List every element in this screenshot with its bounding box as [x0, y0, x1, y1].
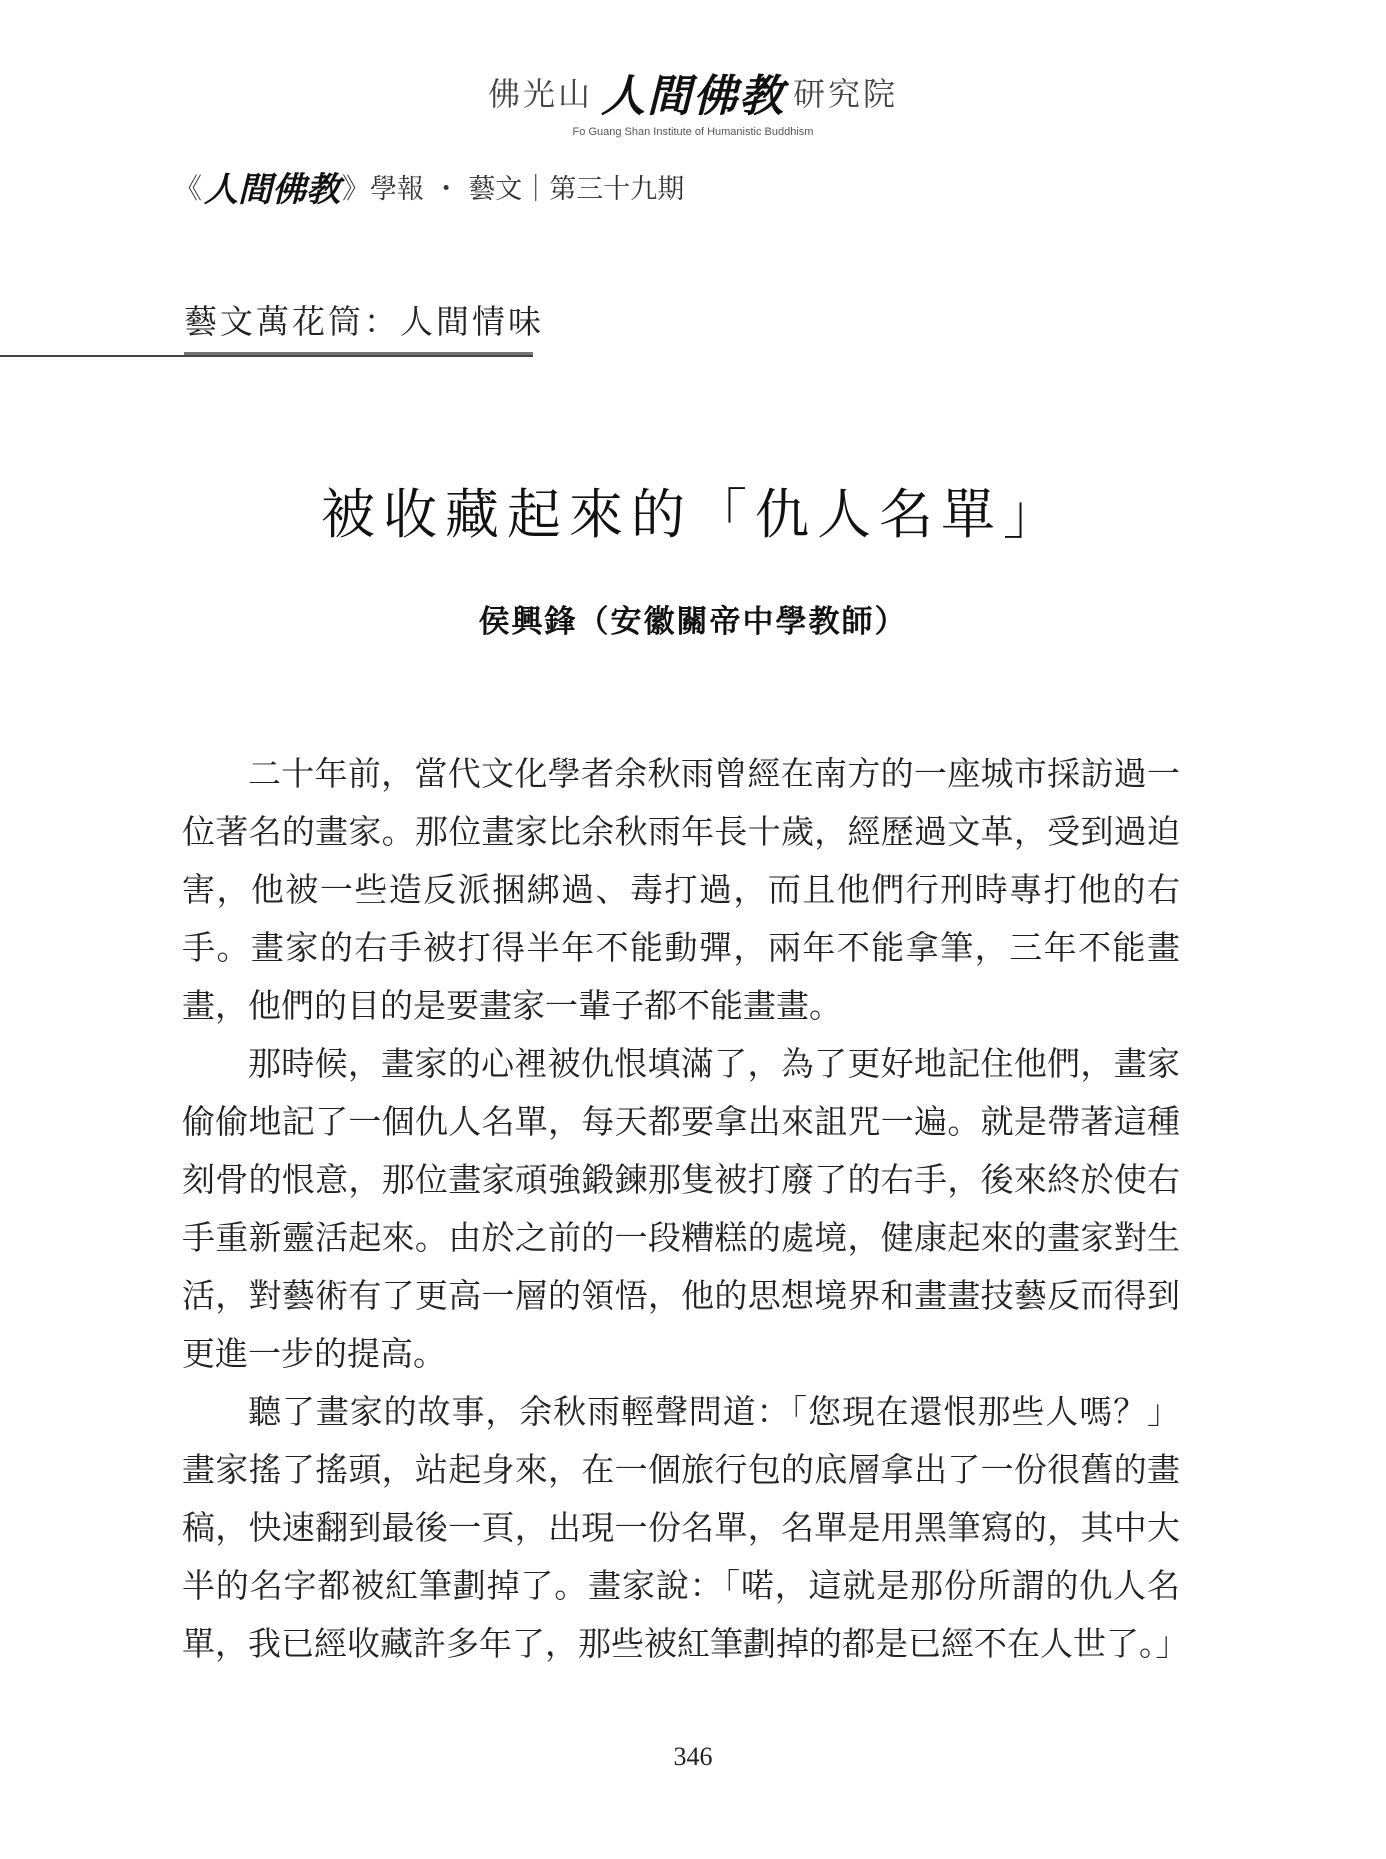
masthead-suffix: 研究院 [793, 75, 899, 113]
paragraph-1: 二十年前，當代文化學者余秋雨曾經在南方的一座城市採訪過一位著名的畫家。那位畫家比余秋雨年長十歲，經歷過文革，受到過迫害，他被一些造反派捆綁過、毒打過，而且他們行刑時專打他的右手。畫家的右手被打得半年不能動彈，兩年不能拿筆，三年不能畫畫，他們的目的是要畫家一輩子都不能畫畫。 [182, 754, 1180, 1025]
page-number: 346 [673, 1742, 713, 1771]
masthead-english: Fo Guang Shan Institute of Humanistic Buddhism [572, 126, 814, 138]
journal-open-bracket: 《 [174, 171, 203, 205]
journal-header [174, 162, 684, 211]
paragraph-3: 聽了畫家的故事，余秋雨輕聲問道：「您現在還恨那些人嗎？」畫家搖了搖頭，站起身來，在一個旅行包的底層拿出了一份很舊的畫稿，快速翻到最後一頁，出現一份名單，名單是用黑筆寫的，其中大半的名字都被紅筆劃掉了。畫家說：「喏，這就是那份所謂的仇人名單，我已經收藏許多年了，那些被紅筆劃掉的都是已經不在人世了。」 [182, 1392, 1189, 1663]
article-author: 侯興鋒（安徽關帝中學教師） [478, 604, 908, 640]
section-divider [0, 355, 533, 357]
masthead-prefix: 佛光山 [487, 75, 593, 113]
journal-brand: 人間佛教 [204, 170, 341, 210]
masthead [0, 60, 1386, 138]
paragraph-2: 那時候，畫家的心裡被仇恨填滿了，為了更好地記住他們，畫家偷偷地記了一個仇人名單，每天都要拿出來詛咒一遍。就是帶著這種刻骨的恨意，那位畫家頑強鍛鍊那隻被打廢了的右手，後來終於使右手重新靈活起來。由於之前的一段糟糕的處境，健康起來的畫家對生活，對藝術有了更高一層的領悟，他的思想境界和畫畫技藝反而得到更進一步的提高。 [182, 1044, 1180, 1373]
article-title: 被收藏起來的「仇人名單」 [321, 483, 1065, 546]
journal-close-bracket: 》 [342, 171, 371, 205]
section-title: 藝文萬花筒：人間情味 [184, 302, 544, 341]
journal-issue: 學報 ・ 藝文｜第三十九期 [370, 174, 685, 205]
section-title-underline [184, 352, 533, 355]
masthead-brand: 人間佛教 [601, 71, 785, 122]
article-body [182, 745, 1189, 1673]
masthead-logo [0, 60, 1386, 124]
